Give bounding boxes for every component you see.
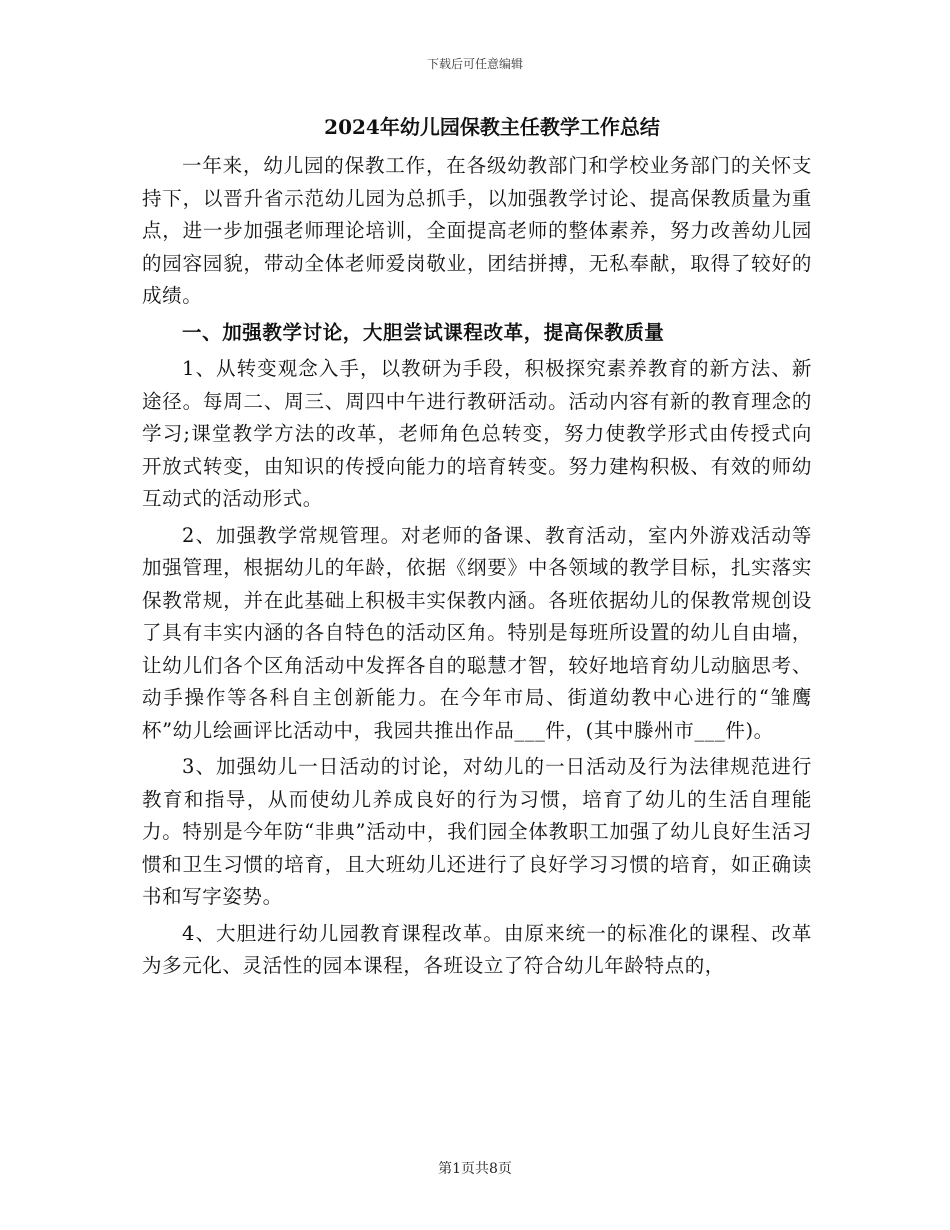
paragraph-item-4: 4、大胆进行幼儿园教育课程改革。由原来统一的标准化的课程、改革为多元化、灵活性的园本课程，各班设立了符合幼儿年龄特点的， — [142, 921, 812, 977]
document-body — [142, 112, 812, 987]
paragraph-item-3: 3、加强幼儿一日活动的讨论，对幼儿的一日活动及行为法律规范进行教育和指导，从而使幼儿养成良好的行为习惯，培育了幼儿的生活自理能力。特别是今年防“非典”活动中，我们园全体教职工加强了幼儿良好生活习惯和卫生习惯的培育，且大班幼儿还进行了良好学习习惯的培育，如正确读书和写字姿势。 — [142, 755, 812, 908]
intro-paragraph: 一年来，幼儿园的保教工作，在各级幼教部门和学校业务部门的关怀支持下，以晋升省示范幼儿园为总抓手，以加强教学讨论、提高保教质量为重点，进一步加强老师理论培训，全面提高老师的整体素养，努力改善幼儿园的园容园貌，带动全体老师爱岗敬业，团结拼搏，无私奉献，取得了较好的成绩。 — [142, 154, 812, 307]
header-note: 下载后可任意编辑 — [426, 57, 523, 71]
section-heading: 一、加强教学讨论，大胆尝试课程改革，提高保教质量 — [182, 320, 665, 344]
paragraph-item-2: 2、加强教学常规管理。对老师的备课、教育活动，室内外游戏活动等加强管理，根据幼儿的年龄，依据《纲要》中各领域的教学目标，扎实落实保教常规，并在此基础上积极丰实保教内涵。各班依据幼儿的保教常规创设了具有丰实内涵的各自特色的活动区角。特别是每班所设置的幼儿自由墙，让幼儿们各个区角活动中发挥各自的聪慧才智，较好地培育幼儿动脑思考、动手操作等各科自主创新能力。在今年市局、街道幼教中心进行的“雏鹰杯”幼儿绘画评比活动中，我园共推出作品___件，(其中滕州市___件)。 — [142, 523, 812, 742]
page-footer: 第1页共8页 — [438, 1161, 512, 1177]
document-title: 2024年幼儿园保教主任教学工作总结 — [324, 115, 660, 139]
paragraph-item-1: 1、从转变观念入手，以教研为手段，积极探究素养教育的新方法、新途径。每周二、周三、周四中午进行教研活动。活动内容有新的教育理念的学习;课堂教学方法的改革，老师角色总转变，努力使教学形式由传授式向开放式转变，由知识的传授向能力的培育转变。努力建构积极、有效的师幼互动式的活动形式。 — [142, 357, 812, 510]
